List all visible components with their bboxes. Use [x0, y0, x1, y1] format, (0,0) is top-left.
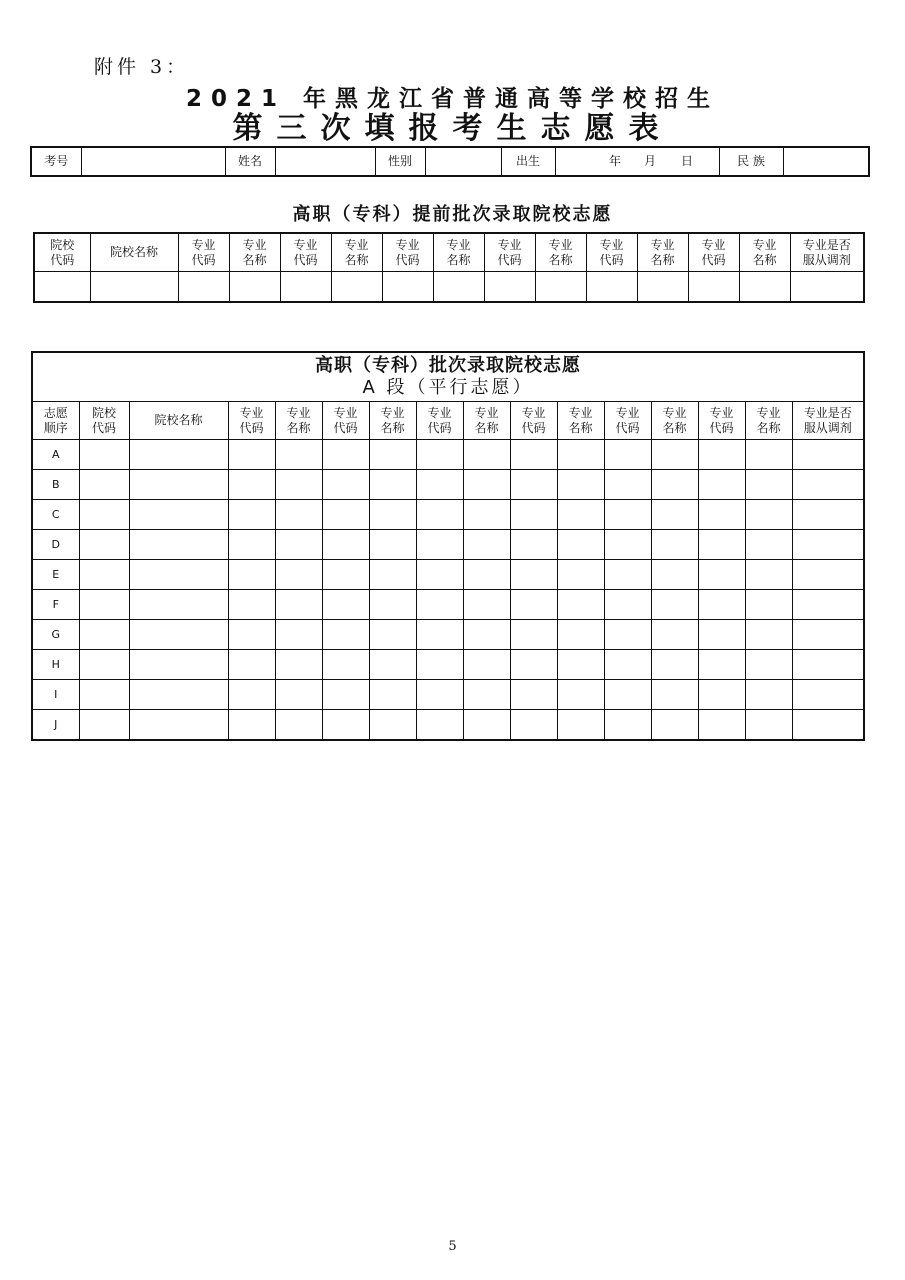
- parallel-entry-cell[interactable]: [463, 560, 510, 590]
- parallel-entry-cell[interactable]: [322, 470, 369, 500]
- parallel-entry-cell[interactable]: [79, 620, 129, 650]
- parallel-entry-cell[interactable]: [792, 590, 864, 620]
- parallel-entry-cell[interactable]: [463, 440, 510, 470]
- parallel-entry-cell[interactable]: [79, 590, 129, 620]
- section1-title: 高职（专科）提前批次录取院校志愿: [292, 204, 613, 225]
- parallel-entry-cell[interactable]: [322, 530, 369, 560]
- parallel-entry-cell[interactable]: [698, 620, 745, 650]
- parallel-entry-cell[interactable]: [275, 680, 322, 710]
- table-row: [32, 440, 864, 470]
- parallel-entry-cell[interactable]: [79, 710, 129, 741]
- parallel-entry-cell[interactable]: [416, 560, 463, 590]
- parallel-entry-cell[interactable]: [557, 500, 604, 530]
- parallel-entry-cell[interactable]: [416, 710, 463, 741]
- parallel-col-header: 专业 代码: [510, 402, 557, 440]
- birth-day-label[interactable]: 日: [662, 147, 697, 176]
- parallel-entry-cell[interactable]: [698, 560, 745, 590]
- parallel-entry-cell[interactable]: [651, 560, 698, 590]
- exam-no-label: 考号: [31, 147, 81, 176]
- parallel-entry-cell[interactable]: [698, 530, 745, 560]
- parallel-col-header: 专业 名称: [275, 402, 322, 440]
- parallel-entry-cell[interactable]: [416, 680, 463, 710]
- parallel-entry-cell[interactable]: [745, 620, 792, 650]
- parallel-entry-cell[interactable]: [510, 500, 557, 530]
- parallel-entry-cell[interactable]: [557, 530, 604, 560]
- parallel-entry-cell[interactable]: [557, 710, 604, 741]
- parallel-entry-cell[interactable]: [792, 440, 864, 470]
- parallel-entry-cell[interactable]: [322, 500, 369, 530]
- early-col-header: 专业 代码: [484, 233, 535, 272]
- parallel-entry-cell[interactable]: [557, 470, 604, 500]
- parallel-entry-cell[interactable]: [369, 710, 416, 741]
- parallel-entry-cell[interactable]: [79, 560, 129, 590]
- early-col-header: 专业 名称: [739, 233, 790, 272]
- parallel-entry-cell[interactable]: [510, 680, 557, 710]
- early-entry-cell[interactable]: [790, 272, 864, 303]
- parallel-entry-cell[interactable]: [463, 590, 510, 620]
- parallel-entry-cell[interactable]: [604, 710, 651, 741]
- parallel-entry-cell[interactable]: [745, 440, 792, 470]
- table-row: [32, 710, 864, 741]
- parallel-entry-cell[interactable]: [463, 650, 510, 680]
- parallel-entry-cell[interactable]: [510, 470, 557, 500]
- choice-order-label: B: [32, 470, 79, 500]
- early-col-header: 专业 名称: [229, 233, 280, 272]
- ethnicity-field[interactable]: [783, 147, 869, 176]
- parallel-entry-cell[interactable]: [792, 620, 864, 650]
- early-entry-cell[interactable]: [688, 272, 739, 303]
- parallel-entry-cell[interactable]: [463, 530, 510, 560]
- choice-order-label: A: [32, 440, 79, 470]
- exam-no-field[interactable]: [81, 147, 225, 176]
- parallel-entry-cell[interactable]: [510, 620, 557, 650]
- early-entry-cell[interactable]: [433, 272, 484, 303]
- early-col-header: 专业 代码: [280, 233, 331, 272]
- parallel-col-header: 专业 代码: [698, 402, 745, 440]
- parallel-entry-cell[interactable]: [129, 650, 228, 680]
- parallel-entry-cell[interactable]: [557, 650, 604, 680]
- early-col-header: 专业 代码: [382, 233, 433, 272]
- parallel-entry-cell[interactable]: [228, 620, 275, 650]
- early-col-header: 专业 代码: [688, 233, 739, 272]
- early-col-header: 专业 代码: [586, 233, 637, 272]
- parallel-entry-cell[interactable]: [416, 440, 463, 470]
- parallel-entry-cell[interactable]: [369, 470, 416, 500]
- parallel-entry-cell[interactable]: [651, 590, 698, 620]
- parallel-entry-cell[interactable]: [129, 680, 228, 710]
- parallel-entry-cell[interactable]: [79, 500, 129, 530]
- parallel-entry-cell[interactable]: [698, 590, 745, 620]
- parallel-entry-cell[interactable]: [792, 560, 864, 590]
- parallel-col-header: 专业 名称: [463, 402, 510, 440]
- table-row: [32, 620, 864, 650]
- parallel-entry-cell[interactable]: [651, 680, 698, 710]
- parallel-entry-cell[interactable]: [322, 650, 369, 680]
- parallel-entry-cell[interactable]: [369, 500, 416, 530]
- early-entry-cell[interactable]: [637, 272, 688, 303]
- parallel-entry-cell[interactable]: [698, 440, 745, 470]
- parallel-entry-cell[interactable]: [228, 680, 275, 710]
- parallel-entry-cell[interactable]: [604, 470, 651, 500]
- early-col-header: 专业 名称: [331, 233, 382, 272]
- early-entry-cell[interactable]: [586, 272, 637, 303]
- parallel-entry-cell[interactable]: [129, 560, 228, 590]
- parallel-entry-cell[interactable]: [275, 620, 322, 650]
- parallel-entry-cell[interactable]: [228, 440, 275, 470]
- choice-order-label: J: [32, 710, 79, 741]
- table-row: [32, 530, 864, 560]
- early-col-header: 专业是否 服从调剂: [790, 233, 864, 272]
- parallel-entry-cell[interactable]: [416, 470, 463, 500]
- parallel-entry-cell[interactable]: [369, 560, 416, 590]
- parallel-entry-cell[interactable]: [510, 560, 557, 590]
- early-col-header: 专业 名称: [637, 233, 688, 272]
- parallel-col-header: 专业 代码: [322, 402, 369, 440]
- parallel-entry-cell[interactable]: [228, 710, 275, 741]
- parallel-entry-cell[interactable]: [510, 710, 557, 741]
- parallel-entry-cell[interactable]: [369, 440, 416, 470]
- parallel-entry-cell[interactable]: [557, 560, 604, 590]
- early-entry-cell[interactable]: [484, 272, 535, 303]
- parallel-entry-cell[interactable]: [745, 530, 792, 560]
- parallel-entry-cell[interactable]: [651, 650, 698, 680]
- parallel-col-header: 专业 名称: [557, 402, 604, 440]
- parallel-entry-cell[interactable]: [228, 500, 275, 530]
- parallel-entry-cell[interactable]: [604, 650, 651, 680]
- parallel-entry-cell[interactable]: [651, 620, 698, 650]
- early-entry-cell[interactable]: [331, 272, 382, 303]
- early-entry-cell[interactable]: [34, 272, 90, 303]
- parallel-entry-cell[interactable]: [322, 440, 369, 470]
- name-field[interactable]: [275, 147, 375, 176]
- parallel-entry-cell[interactable]: [322, 620, 369, 650]
- early-col-header: 专业 名称: [535, 233, 586, 272]
- name-label: 姓名: [225, 147, 275, 176]
- parallel-entry-cell[interactable]: [651, 470, 698, 500]
- parallel-entry-cell[interactable]: [745, 500, 792, 530]
- parallel-entry-cell[interactable]: [369, 590, 416, 620]
- early-batch-table: [33, 232, 865, 303]
- parallel-entry-cell[interactable]: [745, 590, 792, 620]
- parallel-entry-cell[interactable]: [322, 680, 369, 710]
- early-entry-cell[interactable]: [90, 272, 178, 303]
- page-number: 5: [448, 1239, 457, 1254]
- parallel-entry-cell[interactable]: [275, 440, 322, 470]
- parallel-entry-cell[interactable]: [275, 560, 322, 590]
- parallel-entry-cell[interactable]: [463, 680, 510, 710]
- parallel-entry-cell[interactable]: [416, 500, 463, 530]
- early-col-header: 院校 代码: [34, 233, 90, 272]
- parallel-entry-cell[interactable]: [129, 500, 228, 530]
- gender-label: 性别: [375, 147, 425, 176]
- parallel-entry-cell[interactable]: [79, 440, 129, 470]
- parallel-entry-cell[interactable]: [651, 530, 698, 560]
- parallel-col-header: 专业 代码: [604, 402, 651, 440]
- table-row: [32, 650, 864, 680]
- choice-order-label: D: [32, 530, 79, 560]
- parallel-col-header: 院校名称: [129, 402, 228, 440]
- parallel-entry-cell[interactable]: [792, 710, 864, 741]
- parallel-entry-cell[interactable]: [369, 620, 416, 650]
- early-col-header: 专业 名称: [433, 233, 484, 272]
- parallel-entry-cell[interactable]: [275, 500, 322, 530]
- parallel-entry-cell[interactable]: [79, 530, 129, 560]
- table-row: [32, 560, 864, 590]
- parallel-entry-cell[interactable]: [604, 530, 651, 560]
- parallel-entry-cell[interactable]: [129, 620, 228, 650]
- parallel-entry-cell[interactable]: [792, 500, 864, 530]
- choice-order-label: H: [32, 650, 79, 680]
- parallel-entry-cell[interactable]: [463, 500, 510, 530]
- parallel-entry-cell[interactable]: [463, 470, 510, 500]
- parallel-entry-cell[interactable]: [275, 530, 322, 560]
- table-row: [32, 680, 864, 710]
- section2-subtitle: A 段（平行志愿）: [362, 377, 534, 398]
- parallel-entry-cell[interactable]: [322, 560, 369, 590]
- parallel-col-header: 专业是否 服从调剂: [792, 402, 864, 440]
- parallel-entry-cell[interactable]: [275, 470, 322, 500]
- parallel-batch-table: [31, 351, 865, 741]
- parallel-entry-cell[interactable]: [745, 650, 792, 680]
- table-row: [32, 590, 864, 620]
- parallel-col-header: 专业 代码: [228, 402, 275, 440]
- parallel-entry-cell[interactable]: [228, 530, 275, 560]
- parallel-entry-cell[interactable]: [510, 440, 557, 470]
- parallel-entry-cell[interactable]: [228, 590, 275, 620]
- parallel-entry-cell[interactable]: [510, 590, 557, 620]
- parallel-entry-cell[interactable]: [604, 500, 651, 530]
- parallel-entry-cell[interactable]: [745, 710, 792, 741]
- parallel-entry-cell[interactable]: [322, 710, 369, 741]
- birth-month-label[interactable]: 月: [627, 147, 662, 176]
- early-entry-cell[interactable]: [739, 272, 790, 303]
- parallel-entry-cell[interactable]: [79, 470, 129, 500]
- table-row: [32, 500, 864, 530]
- early-col-header: 院校名称: [90, 233, 178, 272]
- parallel-entry-cell[interactable]: [745, 680, 792, 710]
- early-col-header: 专业 代码: [178, 233, 229, 272]
- parallel-entry-cell[interactable]: [604, 590, 651, 620]
- parallel-entry-cell[interactable]: [792, 650, 864, 680]
- parallel-entry-cell[interactable]: [510, 650, 557, 680]
- parallel-entry-cell[interactable]: [557, 680, 604, 710]
- birth-year-label[interactable]: 年: [555, 147, 627, 176]
- parallel-entry-cell[interactable]: [369, 680, 416, 710]
- parallel-entry-cell[interactable]: [604, 440, 651, 470]
- early-entry-cell[interactable]: [382, 272, 433, 303]
- gender-field[interactable]: [425, 147, 501, 176]
- parallel-entry-cell[interactable]: [745, 560, 792, 590]
- parallel-entry-cell[interactable]: [416, 620, 463, 650]
- parallel-entry-cell[interactable]: [369, 530, 416, 560]
- parallel-entry-cell[interactable]: [510, 530, 557, 560]
- parallel-entry-cell[interactable]: [275, 650, 322, 680]
- ethnicity-label: 民 族: [719, 147, 783, 176]
- parallel-entry-cell[interactable]: [557, 440, 604, 470]
- parallel-entry-cell[interactable]: [651, 440, 698, 470]
- parallel-entry-cell[interactable]: [79, 680, 129, 710]
- parallel-entry-cell[interactable]: [322, 590, 369, 620]
- parallel-col-header: 专业 名称: [651, 402, 698, 440]
- parallel-entry-cell[interactable]: [557, 590, 604, 620]
- form-title-line2: 第三次填报考生志愿表: [232, 111, 673, 146]
- table-row: [32, 470, 864, 500]
- parallel-entry-cell[interactable]: [651, 710, 698, 741]
- candidate-info-table: [30, 146, 870, 177]
- parallel-entry-cell[interactable]: [129, 590, 228, 620]
- choice-order-label: C: [32, 500, 79, 530]
- parallel-entry-cell[interactable]: [792, 470, 864, 500]
- parallel-entry-cell[interactable]: [604, 560, 651, 590]
- parallel-entry-cell[interactable]: [463, 710, 510, 741]
- parallel-entry-cell[interactable]: [79, 650, 129, 680]
- parallel-entry-cell[interactable]: [745, 470, 792, 500]
- choice-order-label: I: [32, 680, 79, 710]
- parallel-entry-cell[interactable]: [129, 710, 228, 741]
- parallel-entry-cell[interactable]: [228, 650, 275, 680]
- parallel-entry-cell[interactable]: [416, 650, 463, 680]
- parallel-entry-cell[interactable]: [129, 440, 228, 470]
- birth-end-cell: [697, 147, 719, 176]
- section2-title: 高职（专科）批次录取院校志愿: [315, 355, 581, 376]
- parallel-entry-cell[interactable]: [275, 590, 322, 620]
- parallel-entry-cell[interactable]: [129, 470, 228, 500]
- parallel-col-header: 院校 代码: [79, 402, 129, 440]
- parallel-col-header: 专业 代码: [416, 402, 463, 440]
- parallel-entry-cell[interactable]: [463, 620, 510, 650]
- parallel-entry-cell[interactable]: [604, 680, 651, 710]
- early-entry-cell[interactable]: [280, 272, 331, 303]
- choice-order-label: F: [32, 590, 79, 620]
- parallel-entry-cell[interactable]: [604, 620, 651, 650]
- parallel-entry-cell[interactable]: [792, 530, 864, 560]
- parallel-entry-cell[interactable]: [557, 620, 604, 650]
- parallel-col-header: 志愿 顺序: [32, 402, 79, 440]
- parallel-entry-cell[interactable]: [698, 710, 745, 741]
- parallel-entry-cell[interactable]: [651, 500, 698, 530]
- choice-order-label: E: [32, 560, 79, 590]
- parallel-col-header: 专业 名称: [745, 402, 792, 440]
- early-entry-cell[interactable]: [229, 272, 280, 303]
- parallel-entry-cell[interactable]: [792, 680, 864, 710]
- parallel-col-header: 专业 名称: [369, 402, 416, 440]
- parallel-entry-cell[interactable]: [228, 470, 275, 500]
- section2-header: [32, 352, 864, 402]
- parallel-entry-cell[interactable]: [275, 710, 322, 741]
- parallel-entry-cell[interactable]: [416, 590, 463, 620]
- choice-order-label: G: [32, 620, 79, 650]
- parallel-entry-cell[interactable]: [369, 650, 416, 680]
- attachment-label: 附件 3：: [94, 56, 190, 78]
- parallel-entry-cell[interactable]: [129, 530, 228, 560]
- parallel-entry-cell[interactable]: [698, 680, 745, 710]
- parallel-entry-cell[interactable]: [698, 470, 745, 500]
- early-entry-cell[interactable]: [535, 272, 586, 303]
- parallel-entry-cell[interactable]: [228, 560, 275, 590]
- form-title-line1: 2021 年黑龙江省普通高等学校招生: [185, 86, 720, 112]
- parallel-entry-cell[interactable]: [698, 500, 745, 530]
- birth-label: 出生: [501, 147, 555, 176]
- parallel-entry-cell[interactable]: [416, 530, 463, 560]
- early-entry-cell[interactable]: [178, 272, 229, 303]
- parallel-entry-cell[interactable]: [698, 650, 745, 680]
